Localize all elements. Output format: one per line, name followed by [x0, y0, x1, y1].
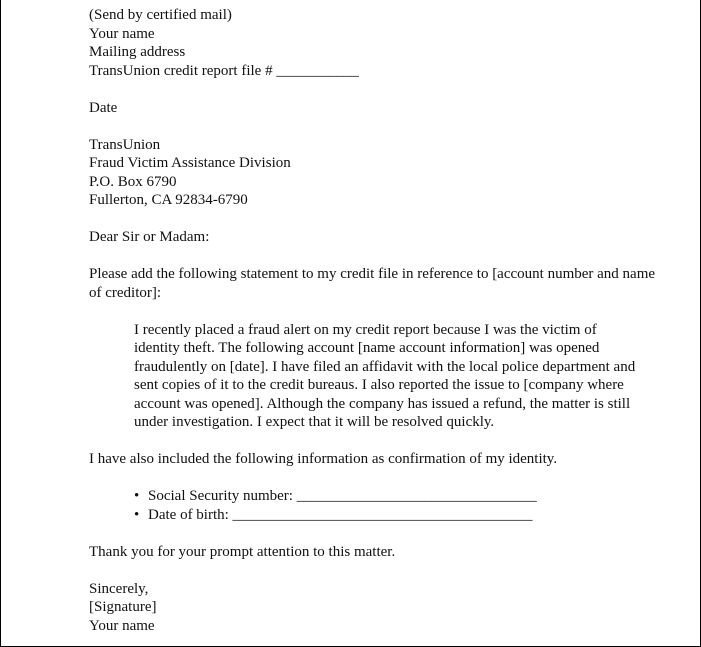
salutation: Dear Sir or Madam: — [89, 229, 210, 245]
recipient-company: TransUnion — [89, 136, 161, 153]
mail-instruction: (Send by certified mail) — [89, 7, 232, 23]
spacer — [89, 210, 669, 229]
sender-block — [89, 6, 669, 80]
sender-name: Your name — [89, 25, 155, 42]
spacer — [89, 117, 669, 136]
spacer — [89, 247, 669, 266]
closing-sincerely: Sincerely, — [89, 580, 149, 597]
signature-placeholder: [Signature] — [89, 599, 157, 615]
list-item — [134, 506, 669, 525]
closing-block — [89, 580, 669, 636]
identity-info-list — [134, 487, 669, 524]
letter-date: Date — [89, 99, 118, 116]
recipient-city: Fullerton, CA 92834-6790 — [89, 192, 248, 208]
recipient-block — [89, 136, 669, 210]
spacer — [89, 302, 669, 321]
sender-address: Mailing address — [89, 44, 186, 60]
intro-paragraph: Please add the following statement to my credit file in reference to [account number and name of creditor]: — [89, 266, 656, 301]
recipient-division: Fraud Victim Assistance Division — [89, 155, 291, 171]
credit-report-file-number: TransUnion credit report file # ___________ — [89, 62, 359, 79]
list-item — [134, 487, 669, 506]
spacer — [89, 524, 669, 543]
confirmation-paragraph: I have also included the following information as confirmation of my identity. — [89, 451, 558, 467]
spacer — [89, 80, 669, 99]
letter-content — [89, 6, 669, 635]
bullet-icon: • — [134, 488, 140, 504]
dob-line: Date of birth: ________________________________________ — [148, 506, 533, 523]
statement-paragraph: I recently placed a fraud alert on my credit report because I was the victim of identity theft. The following account [name account information] was opened fraudulently on [date]. I have filed an affidavit with the local police department and sent copies of it to the credit bureaus. I also reported the issue to [company where account was opened]. Although the company has issued a refund, the matter is still under investigation. I expect that it will be resolved quickly. — [134, 321, 636, 430]
thanks-line: Thank you for your prompt attention to this matter. — [89, 543, 396, 560]
closing-name: Your name — [89, 617, 155, 634]
spacer — [89, 432, 669, 451]
ssn-line: Social Security number: ________________________________ — [148, 488, 537, 504]
bullet-icon: • — [134, 506, 140, 523]
recipient-po-box: P.O. Box 6790 — [89, 173, 177, 190]
spacer — [89, 469, 669, 488]
spacer — [89, 561, 669, 580]
